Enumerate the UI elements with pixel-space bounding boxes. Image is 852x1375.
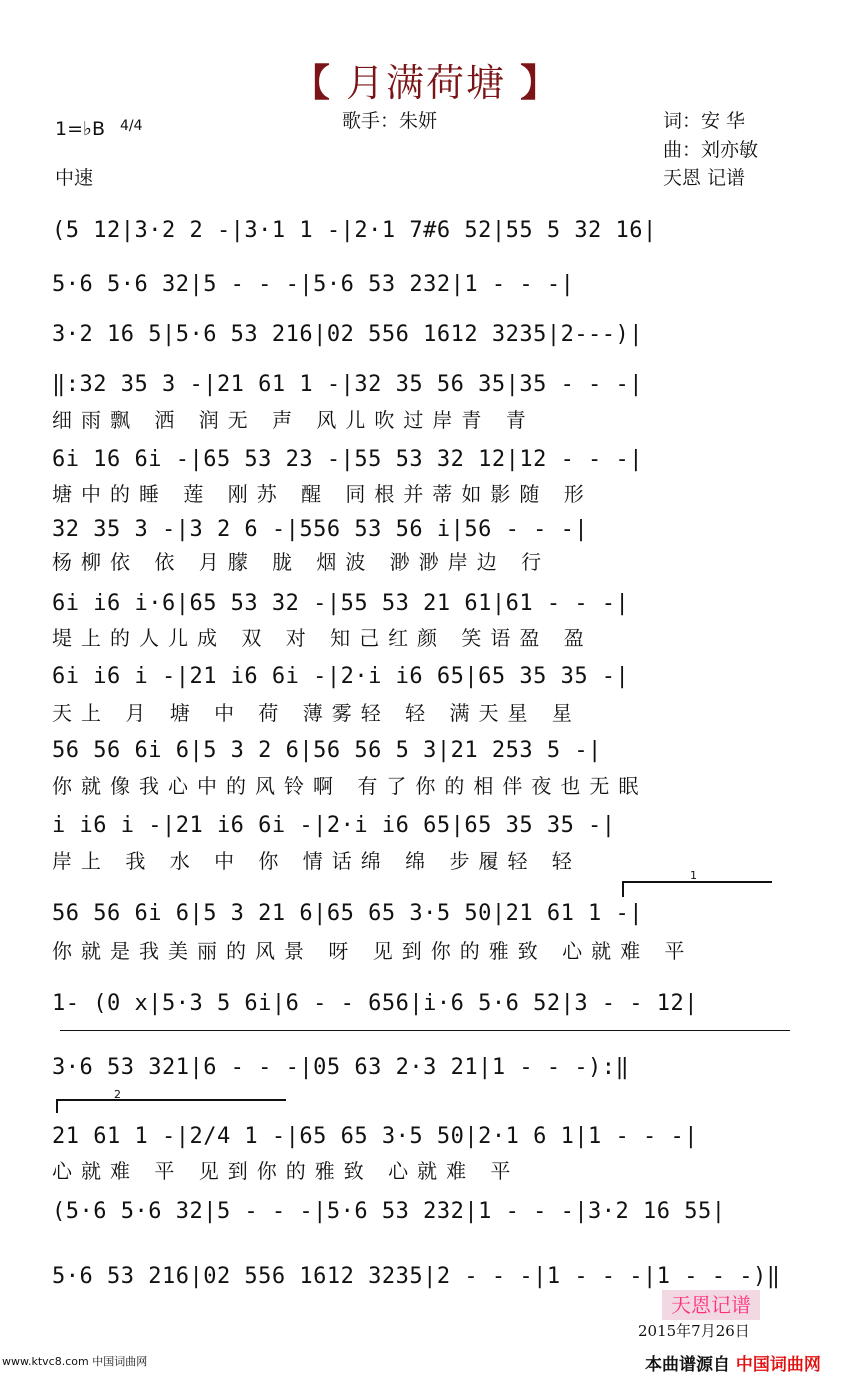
composer-credit: 曲：刘亦敏 [663, 139, 759, 161]
transcriber-stamp: 天恩记谱 [662, 1290, 760, 1320]
footer-site-url: www.ktvc8.com 中国词曲网 [2, 1355, 148, 1368]
score-line-5: 6i 16 6i -|65 53 23 -|55 53 32 12|12 - - -| [52, 447, 644, 472]
score-line-14: 21 61 1 -|2/4 1 -|65 65 3·5 50|2·1 6 1|1 - - -| [52, 1124, 699, 1149]
score-line-10: i i6 i -|21 i6 6i -|2·i i6 65|65 35 35 -| [52, 813, 616, 838]
transcriber-credit: 天恩 记谱 [663, 167, 746, 189]
score-line-8: 6i i6 i -|21 i6 6i -|2·i i6 65|65 35 35 -| [52, 664, 630, 689]
lyricist-credit: 词：安 华 [663, 110, 746, 132]
singer-credit: 歌手：朱妍 [342, 110, 438, 132]
lyric-line-5: 塘中的睡 莲 刚苏 醒 同根并蒂如影随 形 [52, 482, 593, 506]
tie-line [60, 1030, 790, 1031]
volta-2-label: 2 [114, 1088, 121, 1101]
volta-2-edge [56, 1099, 58, 1113]
score-line-7: 6i i6 i·6|65 53 32 -|55 53 21 61|61 - - -| [52, 591, 630, 616]
transcription-date: 2015年7月26日 [638, 1322, 750, 1340]
lyric-line-11: 你就是我美丽的风景 呀 见到你的雅致 心就难 平 [52, 939, 694, 963]
lyric-line-7: 堤上的人儿成 双 对 知己红颜 笑语盈 盈 [52, 626, 593, 650]
score-line-3: 3·2 16 5|5·6 53 216|02 556 1612 3235|2---)| [52, 322, 644, 347]
volta-1-bracket [622, 881, 772, 883]
score-line-16: 5·6 53 216|02 556 1612 3235|2 - - -|1 - - -|1 - - -)‖ [52, 1264, 781, 1289]
title-open-bracket: 【 [291, 61, 332, 105]
score-line-13: 3·6 53 321|6 - - -|05 63 2·3 21|1 - - -):‖ [52, 1055, 630, 1080]
footer-site-name: 中国词曲网 [735, 1355, 821, 1375]
volta-1-edge [622, 881, 624, 897]
lyric-line-9: 你就像我心中的风铃啊 有了你的相伴夜也无眠 [52, 774, 648, 798]
volta-1-label: 1 [690, 869, 697, 882]
lyric-line-8: 天上 月 塘 中 荷 薄雾轻 轻 满天星 星 [52, 701, 581, 725]
score-line-1: (5 12|3·2 2 -|3·1 1 -|2·1 7#6 52|55 5 32 16| [52, 218, 657, 243]
page-title [0, 52, 852, 107]
lyric-line-4: 细雨飘 洒 润无 声 风儿吹过岸青 青 [52, 408, 535, 432]
lyric-line-10: 岸上 我 水 中 你 情话绵 绵 步履轻 轻 [52, 849, 581, 873]
time-signature: 4/4 [120, 118, 143, 134]
lyric-line-6: 杨柳依 依 月朦 胧 烟波 渺渺岸边 行 [52, 550, 551, 574]
key-signature: 1=♭B [55, 118, 106, 140]
tempo-marking: 中速 [55, 167, 94, 189]
score-line-6: 32 35 3 -|3 2 6 -|556 53 56 i|56 - - -| [52, 517, 589, 542]
score-line-11: 56 56 6i 6|5 3 21 6|65 65 3·5 50|21 61 1 -| [52, 901, 644, 926]
score-line-15: (5·6 5·6 32|5 - - -|5·6 53 232|1 - - -|3·2 16 55| [52, 1199, 726, 1224]
score-line-2: 5·6 5·6 32|5 - - -|5·6 53 232|1 - - -| [52, 272, 575, 297]
footer-source [645, 1350, 821, 1375]
footer-source-label: 本曲谱源自 [645, 1355, 730, 1375]
score-line-12: 1- (0 x|5·3 5 6i|6 - - 656|i·6 5·6 52|3 - - 12| [52, 991, 699, 1016]
volta-2-bracket [56, 1099, 286, 1101]
title-close-bracket: 】 [520, 61, 561, 105]
score-line-4: ‖:32 35 3 -|21 61 1 -|32 35 56 35|35 - - -| [52, 372, 644, 397]
score-line-9: 56 56 6i 6|5 3 2 6|56 56 5 3|21 253 5 -| [52, 738, 602, 763]
lyric-line-14: 心就难 平 见到你的雅致 心就难 平 [52, 1159, 520, 1183]
song-title: 月满荷塘 [345, 61, 506, 105]
